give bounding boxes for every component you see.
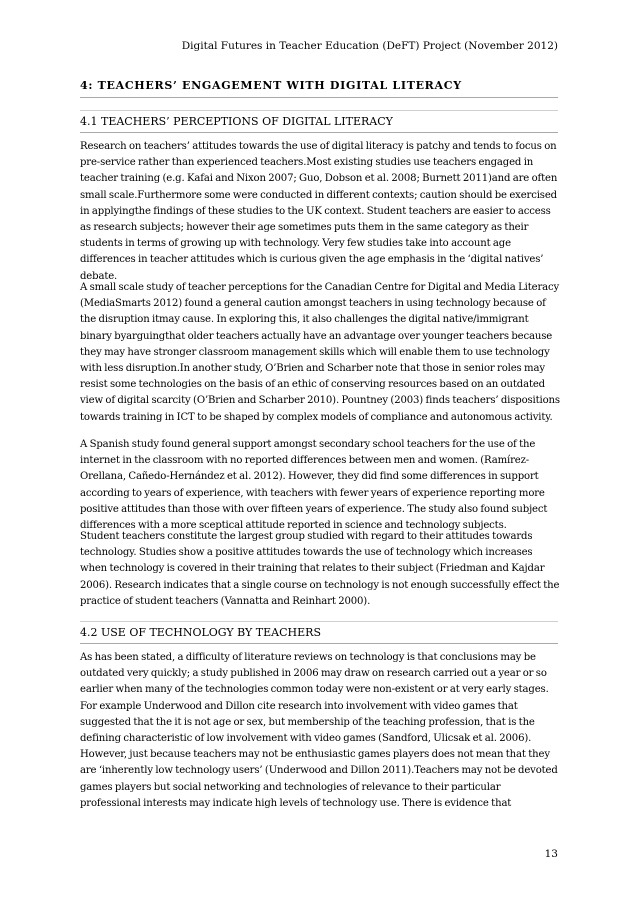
page-number: 13	[544, 848, 558, 860]
running-header: Digital Futures in Teacher Education (DeFT) Project (November 2012)	[181, 40, 558, 52]
section-heading-4-2: 4.2 USE OF TECHNOLOGY BY TEACHERS	[80, 621, 558, 644]
paragraph: A small scale study of teacher perceptions for the Canadian Centre for Digital and Media Literacy (MediaSmarts 2012) found a general caution amongst teachers in using technology because of the disruption itmay cause. In exploring this, it also challenges the digital native/immigrant binary byarguingthat older teachers actually have an advantage over younger teachers because they may have stronger classroom management skills which will enable them to use technology with less disruption.In another study, O’Brien and Scharber note that those in senior roles may resist some technologies on the basis of an ethic of conserving resources based on an outdated view of digital scarcity (O’Brien and Scharber 2010). Pountney (2003) finds teachers’ dispositions towards training in ICT to be shaped by complex models of compliance and autonomous activity.	[80, 282, 560, 423]
paragraph: As has been stated, a difficulty of literature reviews on technology is that conclusions may be outdated very quickly; a study published in 2006 may draw on research carried out a year or so earlier when many of the technologies common today were non-existent or at very early stages. For example Underwood and Dillon cite research into involvement with video games that suggested that the it is not age or sex, but membership of the teaching profession, that is the defining characteristic of low involvement with video games (Sandford, Ulicsak et al. 2006). However, just because teachers may not be enthusiastic games players does not mean that they are ‘inherently low technology users’ (Underwood and Dillon 2011).Teachers may not be devoted games players but social networking and technologies of relevance to their particular professional interests may indicate high levels of technology use. There is evidence that	[80, 652, 558, 809]
chapter-heading: 4: TEACHERS’ ENGAGEMENT WITH DIGITAL LITERACY	[80, 79, 558, 98]
paragraph: A Spanish study found general support amongst secondary school teachers for the use of the internet in the classroom with no reported differences between men and women. (Ramírez-Orellana, Cañedo-Hernández et al. 2012). However, they did find some differences in support according to years of experience, with teachers with fewer years of experience reporting more positive attitudes than those with over fifteen years of experience. The study also found subject differences with a more sceptical attitude reported in science and technology subjects.	[80, 439, 548, 532]
paragraph: Student teachers constitute the largest group studied with regard to their attitudes towards technology. Studies show a positive attitudes towards the use of technology which increases when technology is covered in their training that relates to their subject (Friedman and Kajdar 2006). Research indicates that a single course on technology is not enough successfully effect the practice of student teachers (Vannatta and Reinhart 2000).	[80, 531, 560, 607]
paragraph: Research on teachers’ attitudes towards the use of digital literacy is patchy and tends to focus on pre-service rather than experienced teachers.Most existing studies use teachers engaged in teacher training (e.g. Kafai and Nixon 2007; Guo, Dobson et al. 2008; Burnett 2011)and are often small scale.Furthermore some were conducted in different contexts; caution should be exercised in applyingthe findings of these studies to the UK context. Student teachers are easier to access as research subjects; however their age sometimes puts them in the same category as their students in terms of growing up with technology. Very few studies take into account age differences in teacher attitudes which is curious given the age emphasis in the ‘digital natives’ debate.	[80, 141, 558, 282]
section-heading-4-1: 4.1 TEACHERS’ PERCEPTIONS OF DIGITAL LITERACY	[80, 110, 558, 133]
